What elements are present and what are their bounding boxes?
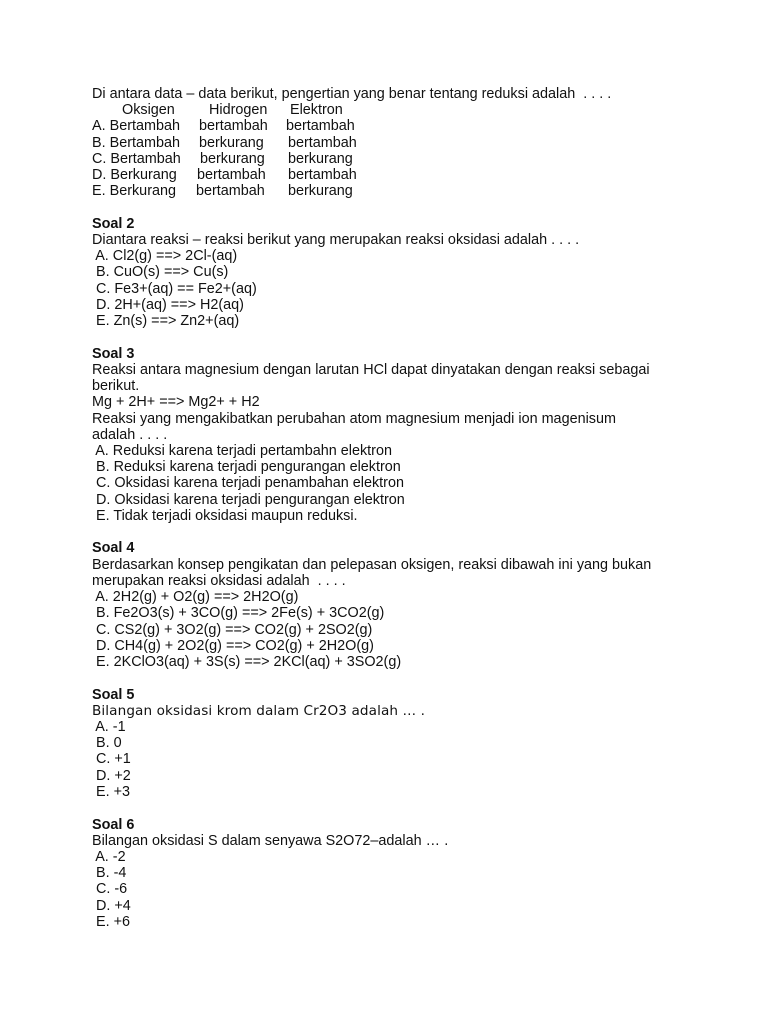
soal-5-question: Bilangan oksidasi krom dalam Cr2O3 adalah … . (92, 702, 426, 719)
soal-2-option-c[interactable]: C. Fe3+(aq) == Fe2+(aq) (92, 280, 257, 297)
soal-4-option-c[interactable]: C. CS2(g) + 3O2(g) ==> CO2(g) + 2SO2(g) (92, 621, 373, 638)
q1-question: Di antara data – data berikut, pengertian yang benar tentang reduksi adalah . . . . (92, 86, 612, 102)
q1-option-hidrogen: bertambah (196, 183, 265, 200)
document-page (92, 86, 712, 930)
q1-option-d[interactable] (92, 167, 712, 183)
soal-3-option-d[interactable]: D. Oksidasi karena terjadi pengurangan elektron (92, 491, 405, 508)
q1-option-b[interactable] (92, 135, 712, 151)
q1-option-elektron: berkurang (288, 150, 353, 167)
soal-6-question (92, 833, 712, 849)
q1-option-hidrogen: bertambah (197, 166, 266, 183)
q1-table-header (92, 102, 712, 118)
soal-4-title: Soal 4 (92, 540, 135, 557)
q1-header-hidrogen: Hidrogen (209, 102, 268, 119)
soal-2-option-b[interactable]: B. CuO(s) ==> Cu(s) (92, 264, 229, 281)
q1-option-c[interactable] (92, 151, 712, 167)
soal-3-title: Soal 3 (92, 345, 135, 362)
soal-3-text-line: Reaksi antara magnesium dengan larutan HCl dapat dinyatakan dengan reaksi sebagai (92, 361, 650, 378)
soal-6-option-b[interactable]: B. -4 (92, 865, 127, 882)
soal-3-option-c[interactable]: C. Oksidasi karena terjadi penambahan elektron (92, 475, 404, 492)
soal-4-option-d[interactable]: D. CH4(g) + 2O2(g) ==> CO2(g) + 2H2O(g) (92, 637, 374, 654)
soal-4-option-e[interactable]: E. 2KClO3(aq) + 3S(s) ==> 2KCl(aq) + 3SO2(g) (92, 653, 402, 670)
q1-header-elektron: Elektron (290, 102, 343, 119)
soal-5-option-b[interactable]: B. 0 (92, 735, 122, 752)
soal-5-title: Soal 5 (92, 686, 135, 703)
q1-option-hidrogen: berkurang (199, 134, 264, 151)
q1-option-elektron: bertambah (288, 166, 357, 183)
soal-4-text-line: merupakan reaksi oksidasi adalah . . . . (92, 572, 346, 589)
soal-6-option-c[interactable]: C. -6 (92, 881, 128, 898)
soal-3-option-b[interactable]: B. Reduksi karena terjadi pengurangan elektron (92, 459, 401, 476)
soal-6-option-e[interactable]: E. +6 (92, 913, 131, 930)
soal-3-text-line: adalah . . . . (92, 426, 168, 443)
soal-4-text-line: Berdasarkan konsep pengikatan dan pelepasan oksigen, reaksi dibawah ini yang bukan (92, 556, 652, 573)
soal-4-option-b[interactable]: B. Fe2O3(s) + 3CO(g) ==> 2Fe(s) + 3CO2(g) (92, 605, 385, 622)
q1-option-elektron: bertambah (286, 118, 355, 135)
soal-2-question: Diantara reaksi – reaksi berikut yang merupakan reaksi oksidasi adalah . . . . (92, 232, 580, 249)
q1-option-label: E. Berkurang (92, 183, 176, 200)
q1-option-label: D. Berkurang (92, 166, 177, 183)
soal-5-option-e[interactable]: E. +3 (92, 783, 131, 800)
q1-option-label: A. Bertambah (92, 118, 180, 135)
soal-2-option-e[interactable]: E. Zn(s) ==> Zn2+(aq) (92, 313, 240, 330)
soal-2-option-d[interactable]: D. 2H+(aq) ==> H2(aq) (92, 296, 244, 313)
soal-3-reaction: Mg + 2H+ ==> Mg2+ + H2 (92, 394, 260, 411)
soal-6-option-a[interactable]: A. -2 (92, 848, 126, 865)
soal-3-option-a[interactable]: A. Reduksi karena terjadi pertambahn elektron (92, 442, 392, 459)
soal-4-option-a[interactable]: A. 2H2(g) + O2(g) ==> 2H2O(g) (92, 589, 299, 606)
q1-header-oksigen: Oksigen (122, 102, 175, 119)
soal-6-title: Soal 6 (92, 816, 135, 833)
soal-6-question-tail: … . (421, 832, 449, 849)
soal-3-text-line: berikut. (92, 378, 140, 395)
soal-5-option-c[interactable]: C. +1 (92, 751, 131, 768)
soal-6-option-d[interactable]: D. +4 (92, 897, 131, 914)
q1-option-elektron: bertambah (288, 134, 357, 151)
q1-option-elektron: berkurang (288, 183, 353, 200)
soal-5-option-a[interactable]: A. -1 (92, 719, 126, 736)
soal-2-option-a[interactable]: A. Cl2(g) ==> 2Cl-(aq) (92, 248, 238, 265)
q1-option-hidrogen: berkurang (200, 150, 265, 167)
q1-option-hidrogen: bertambah (199, 118, 268, 135)
q1-option-label: B. Bertambah (92, 134, 180, 151)
soal-5-option-d[interactable]: D. +2 (92, 767, 131, 784)
soal-3-option-e[interactable]: E. Tidak terjadi oksidasi maupun reduksi. (92, 507, 358, 524)
soal-6-question-main: Bilangan oksidasi S dalam senyawa S2O72–adalah (92, 832, 422, 849)
q1-option-e[interactable] (92, 183, 712, 199)
q1-option-a[interactable] (92, 118, 712, 134)
soal-3-text-line: Reaksi yang mengakibatkan perubahan atom magnesium menjadi ion magenisum (92, 410, 616, 427)
soal-2-title: Soal 2 (92, 215, 135, 232)
q1-option-label: C. Bertambah (92, 150, 181, 167)
